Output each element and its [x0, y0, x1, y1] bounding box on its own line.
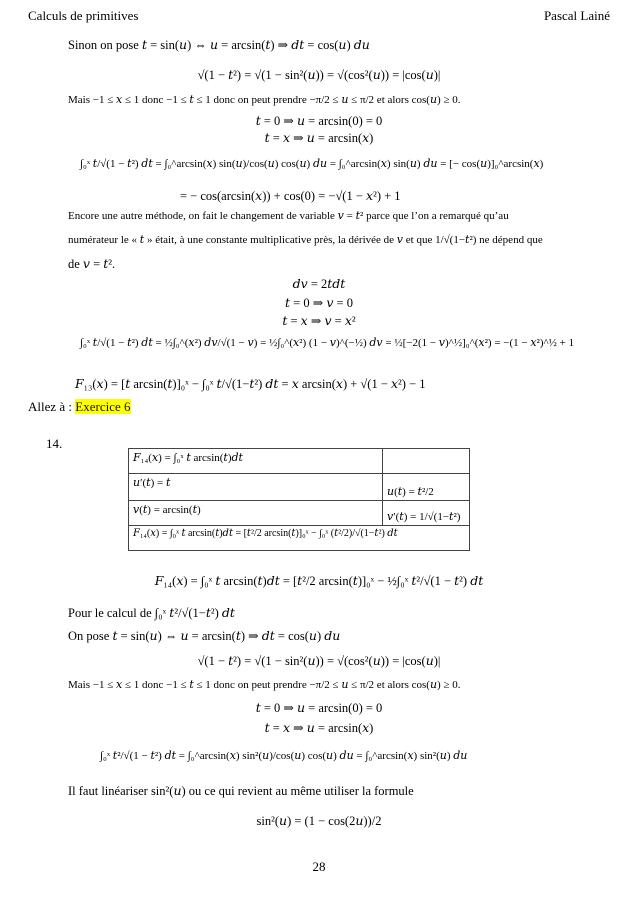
equation: 𝑡 = 0 ⇒ 𝑢 = arcsin(0) = 0	[255, 114, 383, 128]
equation: ∫₀ˣ 𝑡²/√(1 − 𝑡²) 𝑑𝑡 = ∫₀^arcsin(𝑥) sin²(𝑢)/cos(𝑢) cos(𝑢) 𝑑𝑢 = ∫₀^arcsin(𝑥) sin²(𝑢) 𝑑𝑢	[100, 750, 468, 762]
text-line: Mais −1 ≤ 𝑥 ≤ 1 donc −1 ≤ 𝑡 ≤ 1 donc on peut prendre −π/2 ≤ 𝑢 ≤ π/2 et alors cos(𝑢) ≥ 0.	[68, 679, 461, 691]
text-line: Sinon on pose 𝑡 = sin(𝑢) ⇔ 𝑢 = arcsin(𝑡) ⇒ 𝑑𝑡 = cos(𝑢) 𝑑𝑢	[68, 38, 370, 52]
equation: 𝑡 = 𝑥 ⇒ 𝑢 = arcsin(𝑥)	[264, 131, 374, 145]
equation: 𝐹₁₄(𝑥) = ∫₀ˣ 𝑡 arcsin(𝑡)𝑑𝑡 = [𝑡²/2 arcsin(𝑡)]₀ˣ − ½∫₀ˣ 𝑡²/√(1 − 𝑡²) 𝑑𝑡	[154, 574, 484, 588]
allez-label: Allez à :	[28, 399, 76, 414]
integration-by-parts-table	[128, 448, 470, 551]
table-cell: 𝑣′(𝑡) = 1/√(1−𝑡²)	[383, 501, 470, 526]
equation: √(1 − 𝑡²) = √(1 − sin²(𝑢)) = √(cos²(𝑢)) = |cos(𝑢)|	[197, 68, 441, 82]
equation: 𝑡 = 0 ⇒ 𝑣 = 0	[285, 296, 353, 310]
equation: 𝐹₁₃(𝑥) = [𝑡 arcsin(𝑡)]₀ˣ − ∫₀ˣ 𝑡/√(1−𝑡²) 𝑑𝑡 = 𝑥 arcsin(𝑥) + √(1 − 𝑥²) − 1	[75, 377, 426, 391]
text-line: On pose 𝑡 = sin(𝑢) ⇔ 𝑢 = arcsin(𝑡) ⇒ 𝑑𝑡 = cos(𝑢) 𝑑𝑢	[68, 629, 341, 643]
equation: sin²(𝑢) = (1 − cos(2𝑢))/2	[256, 814, 382, 828]
table-cell: 𝐹₁₄(𝑥) = ∫₀ˣ 𝑡 arcsin(𝑡)𝑑𝑡 = [𝑡²/2 arcsin(𝑡)]₀ˣ − ∫₀ˣ (𝑡²/2)/√(1−𝑡²) 𝑑𝑡	[129, 526, 470, 551]
text-line: de 𝑣 = 𝑡².	[68, 257, 116, 271]
equation: ∫₀ˣ 𝑡/√(1 − 𝑡²) 𝑑𝑡 = ∫₀^arcsin(𝑥) sin(𝑢)/cos(𝑢) cos(𝑢) 𝑑𝑢 = ∫₀^arcsin(𝑥) sin(𝑢) 𝑑𝑢 = [− cos(𝑢)]₀^arcsin(𝑥)	[80, 158, 544, 170]
equation: 𝑡 = 𝑥 ⇒ 𝑢 = arcsin(𝑥)	[264, 721, 374, 735]
equation: 𝑡 = 0 ⇒ 𝑢 = arcsin(0) = 0	[255, 701, 383, 715]
equation: = − cos(arcsin(𝑥)) + cos(0) = −√(1 − 𝑥²) + 1	[180, 189, 401, 203]
allez-line	[28, 399, 626, 414]
header-author: Pascal Lainé	[543, 8, 610, 23]
equation: 𝑑𝑣 = 2𝑡𝑑𝑡	[292, 277, 346, 291]
header-title: Calculs de primitives	[28, 8, 139, 23]
text-line: Mais −1 ≤ 𝑥 ≤ 1 donc −1 ≤ 𝑡 ≤ 1 donc on peut prendre −π/2 ≤ 𝑢 ≤ π/2 et alors cos(𝑢) ≥ 0.	[68, 94, 461, 106]
table-cell: 𝑣(𝑡) = arcsin(𝑡)	[129, 501, 383, 526]
table-cell: 𝑢′(𝑡) = 𝑡	[129, 474, 383, 501]
text-line: Encore une autre méthode, on fait le changement de variable 𝑣 = 𝑡² parce que l’on a remarqué qu’au	[68, 210, 509, 222]
table-cell	[383, 449, 470, 474]
text-line: numérateur le « 𝑡 » était, à une constante multiplicative près, la dérivée de 𝑣 et que 1/√(1−𝑡²) ne dépend que	[68, 234, 543, 246]
exercise-number: 14.	[46, 436, 63, 451]
exercise-link[interactable]: Exercice 6	[75, 399, 131, 414]
table-cell: 𝑢(𝑡) = 𝑡²/2	[383, 474, 470, 501]
page-number: 28	[312, 859, 326, 874]
table-cell: 𝐹₁₄(𝑥) = ∫₀ˣ 𝑡 arcsin(𝑡)𝑑𝑡	[129, 449, 383, 474]
equation: √(1 − 𝑡²) = √(1 − sin²(𝑢)) = √(cos²(𝑢)) = |cos(𝑢)|	[197, 654, 441, 668]
equation: 𝑡 = 𝑥 ⇒ 𝑣 = 𝑥²	[282, 314, 356, 328]
text-line: Il faut linéariser sin²(𝑢) ou ce qui revient au même utiliser la formule	[68, 784, 414, 798]
text-line: Pour le calcul de ∫₀ˣ 𝑡²/√(1−𝑡²) 𝑑𝑡	[68, 606, 235, 620]
equation: ∫₀ˣ 𝑡/√(1 − 𝑡²) 𝑑𝑡 = ½∫₀^(𝑥²) 𝑑𝑣/√(1 − 𝑣) = ½∫₀^(𝑥²) (1 − 𝑣)^(−½) 𝑑𝑣 = ½[−2(1 − 𝑣)^½]₀^(𝑥²) = −(1 − 𝑥²)^½ + 1	[80, 337, 575, 349]
